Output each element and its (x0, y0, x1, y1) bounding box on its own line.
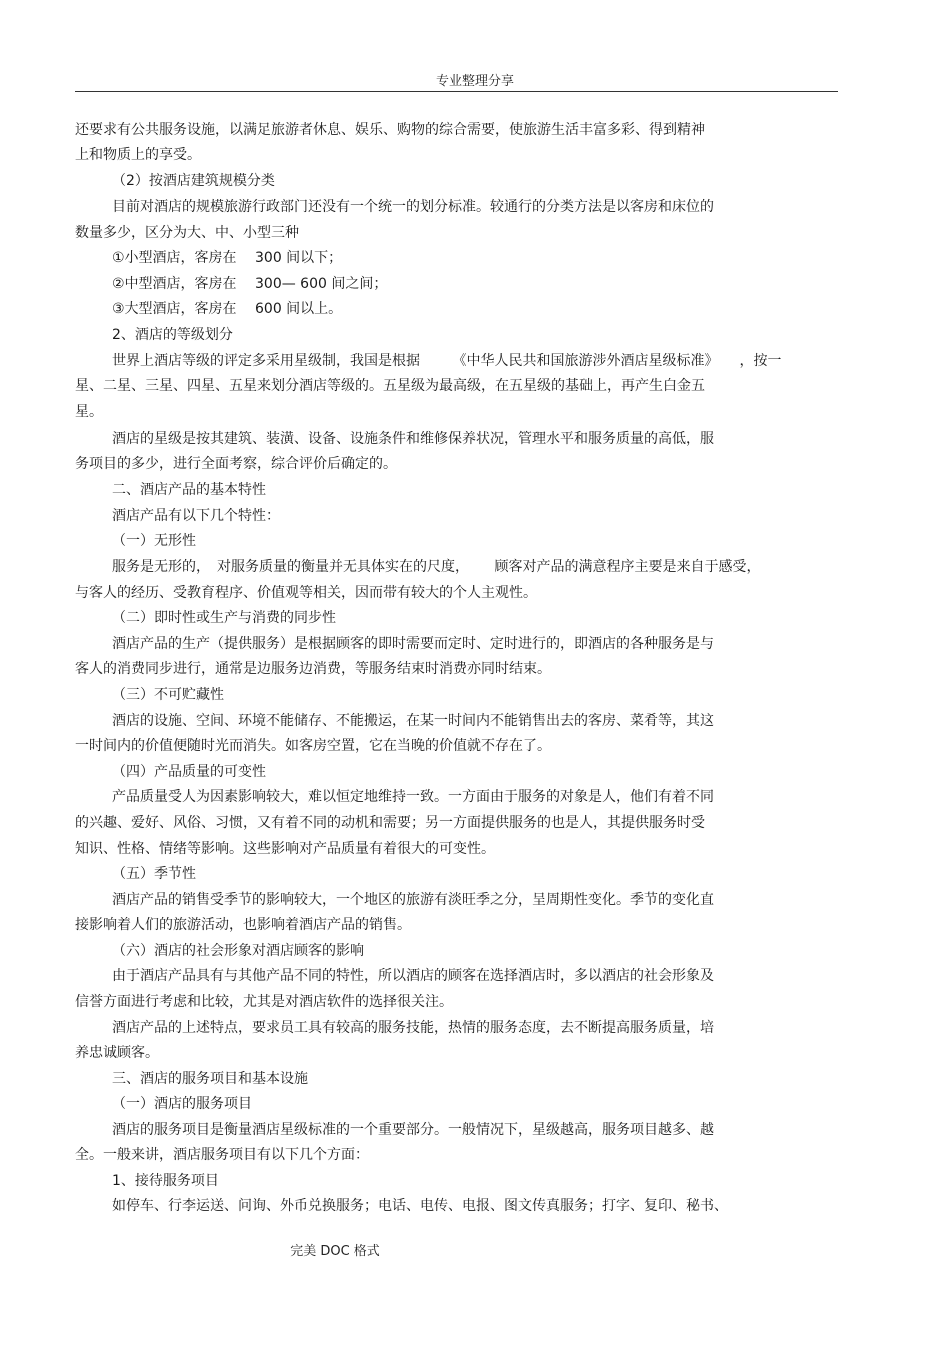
text-line: 信誉方面进行考虑和比较，尤其是对酒店软件的选择很关注。 (75, 994, 453, 1010)
text-line: 服务是无形的， 对服务质量的衡量并无具体实在的尺度， 顾客对产品的满意程序主要是来自于感受， (112, 559, 761, 575)
section-heading: 二、酒店产品的基本特性 (112, 482, 266, 498)
text-line: 世界上酒店等级的评定多采用星级制，我国是根据 《中华人民共和国旅游涉外酒店星级标准》 ，按一 (112, 353, 782, 369)
section-heading: 三、酒店的服务项目和基本设施 (112, 1071, 308, 1087)
text-line: 星、二星、三星、四星、五星来划分酒店等级的。五星级为最高级，在五星级的基础上，再产生白金五 (75, 378, 705, 394)
text-line: 酒店的服务项目是衡量酒店星级标准的一个重要部分。一般情况下，星级越高，服务项目越多、越 (112, 1122, 714, 1138)
text-line: 酒店产品的生产（提供服务）是根据顾客的即时需要而定时、定时进行的，即酒店的各种服务是与 (112, 636, 714, 652)
text-line: 知识、性格、情绪等影响。这些影响对产品质量有着很大的可变性。 (75, 841, 495, 857)
text-line: 的兴趣、爱好、风俗、习惯，又有着不同的动机和需要；另一方面提供服务的也是人，其提供服务时受 (75, 815, 705, 831)
page-footer: 完美 DOC 格式 (290, 1244, 380, 1259)
list-item: ③大型酒店，客房在 600 间以上。 (112, 301, 343, 317)
section-heading: （一）酒店的服务项目 (112, 1096, 252, 1112)
section-heading: 2、酒店的等级划分 (112, 327, 233, 343)
text-line: 由于酒店产品具有与其他产品不同的特性，所以酒店的顾客在选择酒店时，多以酒店的社会形象及 (112, 968, 714, 984)
list-item: ②中型酒店，客房在 300— 600 间之间； (112, 276, 388, 292)
section-heading: （四）产品质量的可变性 (112, 764, 266, 780)
text-line: 酒店产品的销售受季节的影响较大，一个地区的旅游有淡旺季之分，呈周期性变化。季节的变化直 (112, 892, 714, 908)
text-line: 数量多少，区分为大、中、小型三种 (75, 225, 299, 241)
section-heading: （五）季节性 (112, 866, 196, 882)
text-line: 全。一般来讲，酒店服务项目有以下几个方面： (75, 1147, 369, 1163)
text-line: 接影响着人们的旅游活动，也影响着酒店产品的销售。 (75, 917, 411, 933)
section-heading: （二）即时性或生产与消费的同步性 (112, 610, 336, 626)
text-line: 还要求有公共服务设施，以满足旅游者休息、娱乐、购物的综合需要，使旅游生活丰富多彩、得到精神 (75, 122, 705, 138)
section-heading: 1、接待服务项目 (112, 1173, 219, 1189)
text-line: 产品质量受人为因素影响较大，难以恒定地维持一致。一方面由于服务的对象是人，他们有着不同 (112, 789, 714, 805)
text-line: 酒店的设施、空间、环境不能储存、不能搬运，在某一时间内不能销售出去的客房、菜肴等，其这 (112, 713, 714, 729)
section-heading: （六）酒店的社会形象对酒店顾客的影响 (112, 943, 364, 959)
text-line: 目前对酒店的规模旅游行政部门还没有一个统一的划分标准。较通行的分类方法是以客房和床位的 (112, 199, 714, 215)
text-line: 养忠诚顾客。 (75, 1045, 159, 1061)
page-header-title: 专业整理分享 (435, 74, 514, 89)
text-line: 一时间内的价值便随时光而消失。如客房空置，它在当晚的价值就不存在了。 (75, 738, 551, 754)
text-line: 客人的消费同步进行，通常是边服务边消费，等服务结束时消费亦同时结束。 (75, 661, 551, 677)
section-heading: （三）不可贮藏性 (112, 687, 224, 703)
text-line: 上和物质上的享受。 (75, 147, 201, 163)
text-line: 酒店的星级是按其建筑、装潢、设备、设施条件和维修保养状况，管理水平和服务质量的高低，服 (112, 431, 714, 447)
text-line: 酒店产品有以下几个特性： (112, 508, 280, 524)
text-line: 如停车、行李运送、问询、外币兑换服务；电话、电传、电报、图文传真服务；打字、复印、秘书、 (112, 1198, 728, 1214)
section-heading: （一）无形性 (112, 533, 196, 549)
section-heading: （2）按酒店建筑规模分类 (112, 173, 275, 189)
header-divider (75, 91, 838, 92)
text-line: 星。 (75, 404, 103, 420)
text-line: 酒店产品的上述特点，要求员工具有较高的服务技能，热情的服务态度，去不断提高服务质量，培 (112, 1020, 714, 1036)
text-line: 务项目的多少，进行全面考察，综合评价后确定的。 (75, 456, 397, 472)
list-item: ①小型酒店，客房在 300 间以下； (112, 250, 343, 266)
text-line: 与客人的经历、受教育程序、价值观等相关，因而带有较大的个人主观性。 (75, 585, 537, 601)
